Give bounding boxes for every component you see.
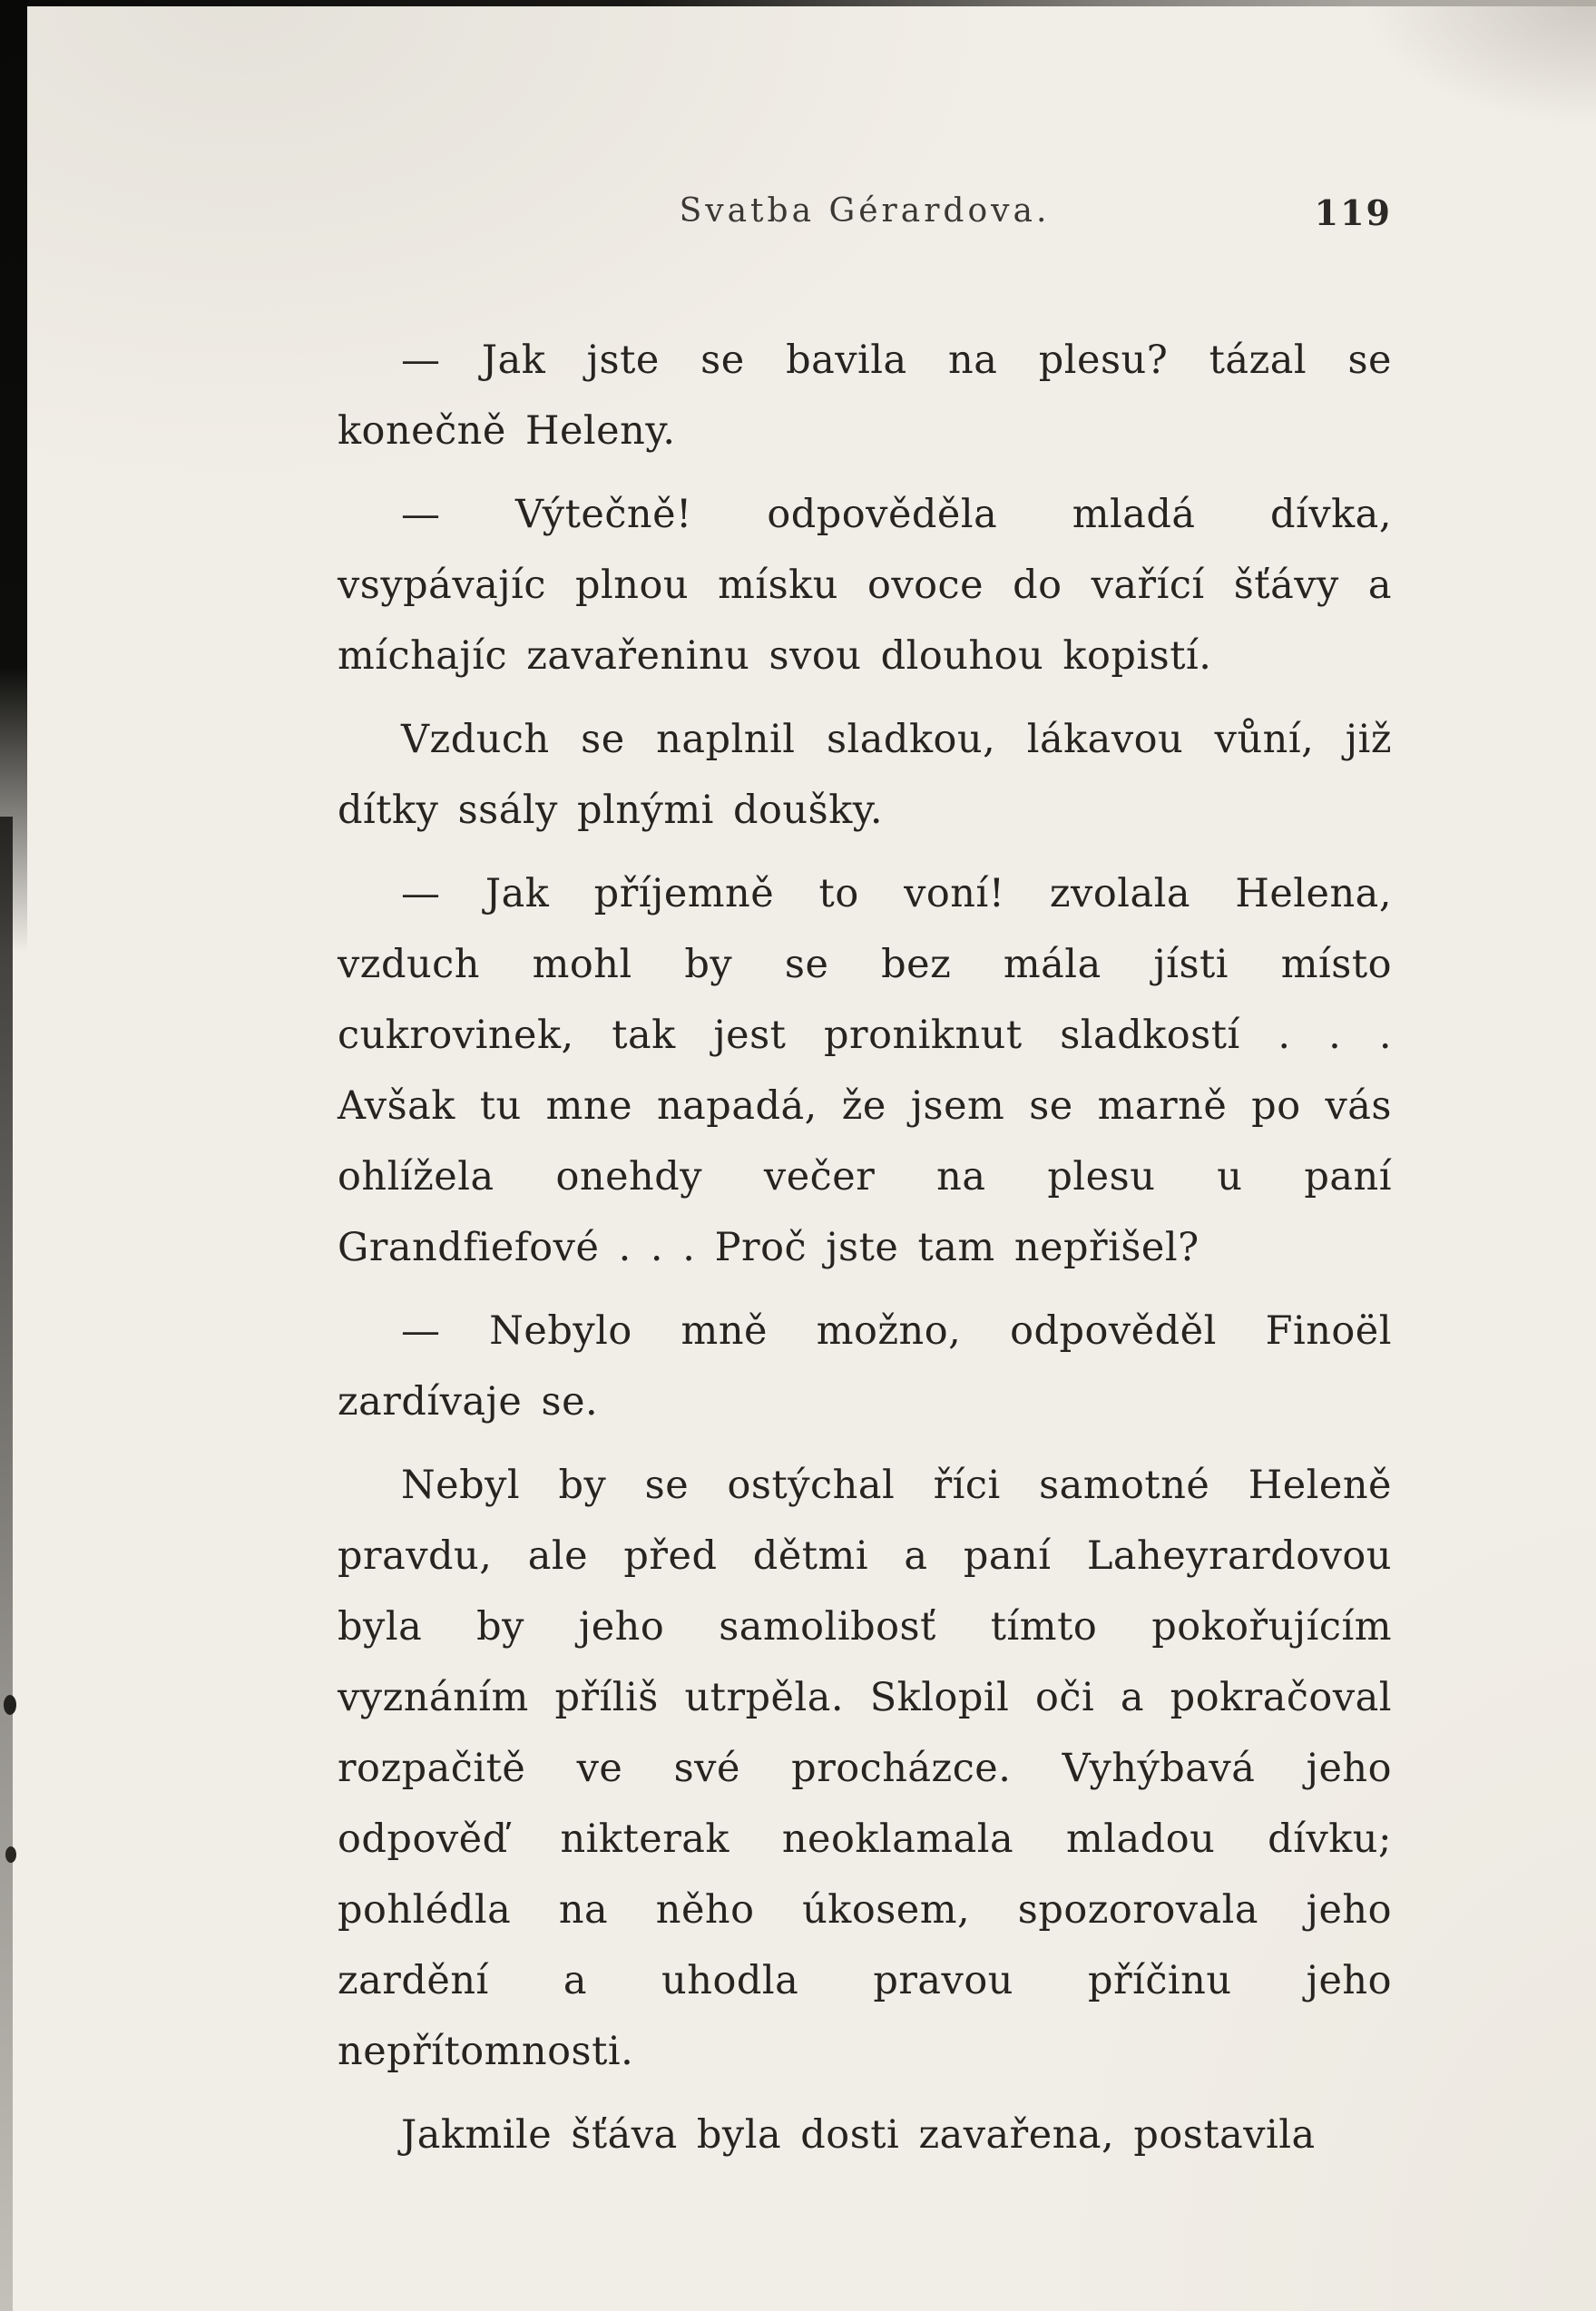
- page-number: 119: [1314, 192, 1392, 233]
- running-header: [338, 192, 1392, 247]
- paragraph: — Jak příjemně to voní! zvolala Helena, vzduch mohl by se bez mála jísti místo cukrovinek, tak jest proniknut sladkostí . . . Avšak tu mne napadá, že jsem se marně po vás ohlížela onehdy večer na plesu u paní Grandfiefové . . . Proč jste tam nepřišel?: [338, 871, 1392, 1270]
- paragraph: — Nebylo mně možno, odpověděl Finoël zardívaje se.: [338, 1308, 1392, 1425]
- paragraph: — Výtečně! odpověděla mladá dívka, vsypávajíc plnou mísku ovoce do vařící šťávy a míchajíc zavařeninu svou dlouhou kopistí.: [338, 492, 1392, 679]
- scan-edge-left: [0, 0, 27, 953]
- paragraph: Nebyl by se ostýchal říci samotné Heleně pravdu, ale před dětmi a paní Laheyrardovou byla by jeho samolibosť tímto pokořujícím vyznáním příliš utrpěla. Sklopil oči a pokračoval rozpačitě ve své procházce. Vyhýbavá jeho odpověď nikterak neoklamala mladou dívku; pohlédla na něho úkosem, spozorovala jeho zardění a uhodla pravou příčinu jeho nepřítomnosti.: [338, 1463, 1392, 2074]
- scan-speck: [4, 1695, 16, 1715]
- running-head-title: Svatba Gérardova.: [679, 192, 1051, 230]
- paragraph: Jakmile šťáva byla dosti zavařena, postavila: [401, 2112, 1316, 2158]
- scan-edge-top: [0, 0, 1596, 6]
- scan-speck: [5, 1846, 16, 1863]
- body-text: [338, 325, 1392, 2170]
- scan-smudge-top-right: [1360, 0, 1596, 127]
- text-column: [338, 192, 1392, 2183]
- paragraph: — Jak jste se bavila na plesu? tázal se konečně Heleny.: [338, 338, 1392, 454]
- scan-edge-left-lower: [0, 817, 13, 2311]
- paragraph: Vzduch se naplnil sladkou, lákavou vůní, již dítky ssály plnými doušky.: [338, 717, 1392, 833]
